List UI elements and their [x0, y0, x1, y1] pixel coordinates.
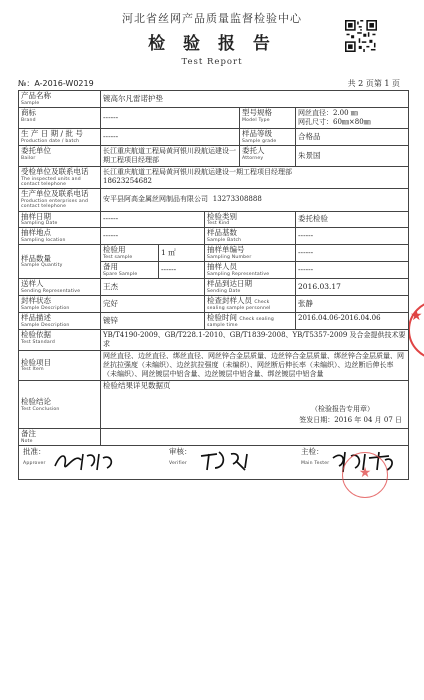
value-sampling-location: ------: [103, 231, 119, 241]
issue-date: 签发日期：2016 年 04 月 07 日: [299, 416, 403, 425]
label-sending-date-en: Sending Date: [207, 288, 241, 294]
label-spare-sample: 备用: [103, 262, 118, 272]
value-wire-diameter: 网丝直径：2.00 ㎜: [298, 108, 358, 117]
value-sampling-date: ------: [103, 214, 119, 224]
label-test-standard-en: Test Standard: [21, 339, 56, 345]
label-sampling-rep: 抽样人员: [207, 262, 237, 272]
row-note: [19, 429, 409, 446]
label-sample-description: 样品描述: [21, 313, 51, 322]
row-sampling-location: [19, 228, 409, 245]
value-sample-batch: ------: [298, 231, 314, 241]
value-inspected-units: 长江重庆航道工程局黄河银川段航运建设一期工程项目经理部: [103, 168, 292, 177]
label-seal-description-en: Sample Description: [21, 305, 70, 311]
label-sample-name-en: Sample: [21, 100, 40, 106]
approver-label-en: Approver: [23, 460, 46, 466]
label-sample-quantity: 样品数量: [21, 253, 51, 263]
value-test-standard: YB/T4190-2009、GB/T228.1-2010、GB/T1839-2008、YB/T5357-2009 及合金提供技术要求: [103, 330, 406, 348]
label-brand: 商标: [21, 107, 36, 117]
label-test-standard: 检验依据: [21, 329, 51, 339]
red-stamp-icon: ★: [342, 452, 388, 498]
label-inspected-units: 受检单位及联系电话: [21, 167, 89, 177]
value-sample-description: 镀锌: [103, 315, 118, 325]
row-bailor: [19, 146, 409, 167]
value-sampling-number: ------: [298, 248, 314, 258]
row-inspected-units: [19, 167, 409, 189]
label-sample-batch: 样品基数: [207, 228, 237, 238]
approver-block: [23, 448, 46, 466]
value-sending-rep: 王杰: [103, 281, 118, 291]
label-sample-description-en: Sample Description: [21, 322, 70, 328]
label-test-sample-en: Test sample: [103, 255, 133, 260]
label-sampling-number: 抽样单编号: [207, 245, 245, 255]
row-producer: [19, 189, 409, 211]
value-test-sample: 1 ㎡: [161, 248, 176, 258]
label-sample-quantity-en: Sample Quantity: [21, 263, 63, 269]
page-title-en: Test Report: [181, 57, 243, 67]
value-producer-phone: 13273308888: [212, 195, 262, 204]
row-sample-description: [19, 313, 409, 330]
page-info: 共 2 页第 1 页: [347, 79, 400, 88]
value-sampling-rep: ------: [298, 264, 314, 274]
label-test-kind-en: Test Kind: [207, 221, 230, 227]
value-check-time: 2016.04.06-2016.04.06: [298, 314, 381, 322]
value-bailor: 长江重庆航道工程局黄河银川段航运建设一期工程项目经理部: [103, 147, 236, 165]
label-sending-rep: 送样人: [21, 279, 44, 289]
value-grade: 合格品: [298, 131, 321, 141]
label-production-date-en: Production date / batch: [21, 138, 80, 144]
org-title: 河北省丝网产品质量监督检验中心: [122, 12, 302, 25]
label-test-sample: 检验用: [103, 245, 126, 255]
label-test-kind: 检验类别: [207, 211, 237, 221]
row-sample-name: [19, 91, 409, 108]
label-bailor-en: Bailor: [21, 155, 36, 161]
approver-signature: [51, 448, 121, 474]
label-bailor: 委托单位: [21, 146, 51, 155]
row-brand: [19, 107, 409, 128]
label-sampling-number-en: Sampling Number: [207, 255, 252, 260]
main-tester-label: 主检：: [301, 447, 324, 457]
label-grade-en: Sample grade: [242, 138, 277, 144]
label-model: 型号规格: [242, 107, 272, 117]
label-attorney: 委托人: [242, 146, 265, 155]
row-production-date: [19, 129, 409, 146]
label-spare-sample-en: Spare Sample: [103, 271, 138, 277]
label-conclusion-en: Test Conclusion: [21, 406, 60, 412]
stamp-text: （检验报告专用章）: [311, 405, 375, 414]
label-sending-rep-en: Sending Representative: [21, 288, 81, 294]
label-seal-personnel-en: sealing sample personnel: [207, 305, 271, 311]
label-note-en: Note: [21, 439, 33, 444]
label-check-time-en: sample time: [207, 322, 238, 328]
value-inspected-phone: 18623254682: [103, 177, 152, 186]
value-seal-description: 完好: [103, 298, 118, 308]
qr-code-icon: [345, 20, 377, 52]
page-title: 检 验 报 告: [148, 34, 276, 54]
label-sampling-rep-en: Sampling Representative: [207, 271, 270, 277]
label-brand-en: Brand: [21, 117, 36, 123]
label-test-item-en: Test Item: [21, 367, 44, 373]
label-attorney-en: Attorney: [242, 155, 264, 161]
row-test-standard: [19, 329, 409, 350]
verifier-block: [169, 448, 192, 466]
label-sampling-location-en: Sampling location: [21, 238, 66, 244]
value-attorney: 朱景国: [298, 150, 321, 160]
label-conclusion: 检验结论: [21, 396, 51, 406]
label-sampling-date: 抽样日期: [21, 211, 51, 221]
label-sampling-date-en: Sampling Date: [21, 221, 58, 227]
label-check-time-en-pre: Check sealing: [239, 317, 274, 322]
main-tester-label-en: Main Tester: [301, 460, 330, 466]
label-production-date: 生 产 日 期 / 批 号: [21, 129, 83, 139]
label-note: 备注: [21, 429, 36, 439]
label-model-en: Model Type: [242, 117, 270, 123]
label-check-time: 检验时间: [207, 313, 237, 322]
row-conclusion: [19, 381, 409, 429]
label-producer: 生产单位及联系电话: [21, 189, 89, 199]
label-producer-en: Production enterprises and contact telephone: [21, 199, 89, 210]
label-sampling-location: 抽样地点: [21, 228, 51, 238]
value-sample-name: 镀高尔凡雷诺护垫: [103, 93, 163, 103]
label-sample-batch-en: Sample Batch: [207, 238, 242, 244]
main-tester-block: [301, 448, 329, 466]
label-grade: 样品等级: [242, 129, 272, 139]
value-test-item: 网丝直径、边丝直径、绑丝直径、网丝锌合金层质量、边丝锌合金层质量、绑丝锌合金层质量、网丝抗拉强度（未编织）、边丝抗拉强度（未编织）、网丝断后伸长率（未编织）、边丝断后伸长率（未编织）、网丝镀层中铝含量、边丝镀层中铝含量、绑丝镀层中铝含量: [103, 352, 404, 379]
report-number: №：A-2016-W0219: [18, 79, 94, 88]
value-test-kind: 委托检验: [298, 214, 328, 224]
value-seal-personnel: 张静: [298, 298, 313, 308]
verifier-label-en: Verifier: [169, 460, 187, 466]
label-sample-name: 产品名称: [21, 91, 51, 100]
value-sending-date: 2016.03.17: [298, 281, 341, 291]
row-test-item: [19, 351, 409, 381]
label-seal-description: 封样状态: [21, 296, 51, 306]
report-table: [18, 90, 409, 480]
label-test-item: 检验项目: [21, 357, 51, 367]
value-spare-sample: ------: [161, 264, 177, 274]
verifier-label: 审核：: [169, 447, 192, 457]
row-sending-rep: [19, 279, 409, 296]
value-mesh-size: 网孔尺寸：60㎜×80㎜: [298, 118, 371, 126]
value-producer: 安平县阿高金属丝网制品有限公司: [103, 195, 208, 204]
value-brand: ------: [103, 112, 119, 122]
verifier-signature: [197, 448, 257, 474]
row-sample-quantity-1: [19, 245, 409, 262]
row-seal: [19, 296, 409, 313]
value-conclusion: 检验结果详见数据页: [103, 381, 171, 391]
row-sampling-date: [19, 211, 409, 228]
label-inspected-units-en: The inspected units and contact telephone: [21, 176, 81, 188]
label-seal-personnel-en-pre: Check: [254, 300, 270, 306]
approver-label: 批准：: [23, 447, 46, 457]
label-sending-date: 样品到达日期: [207, 279, 252, 289]
red-stamp-icon: ★: [408, 300, 424, 364]
label-seal-personnel: 检查封样人员: [207, 296, 252, 306]
value-production-date: ------: [103, 131, 119, 141]
